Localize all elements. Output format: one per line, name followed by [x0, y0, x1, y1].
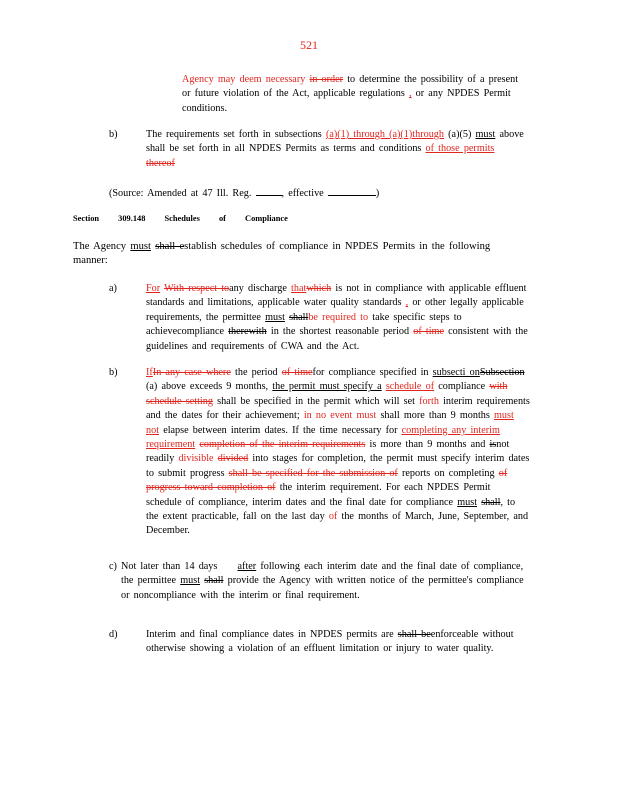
source-note: [109, 185, 449, 201]
deleted-text: In any case where: [152, 367, 231, 378]
source-text: ): [375, 188, 380, 199]
inserted-text: that: [291, 283, 307, 294]
body-text: , to the extent practicable, fall on the last day: [146, 496, 516, 523]
struck-text: following each interim date and the final date of compliance, the permittee: [121, 561, 524, 587]
struck-text: shall be: [397, 629, 431, 640]
struck-text: shall: [481, 496, 501, 508]
underlined-text: the permit must specify a: [272, 381, 382, 393]
body-text: Not later than 14 days: [121, 561, 218, 572]
struck-text: shall: [289, 311, 309, 323]
struck-text: Subsection: [479, 367, 525, 378]
inserted-text: of: [328, 511, 338, 523]
source-text: (Source: Amended at 47 Ill. Reg.: [109, 188, 252, 199]
item-label-d: d): [109, 629, 118, 640]
body-text: interim requirements and the dates for their achievement;: [146, 395, 530, 422]
deleted-text: which: [306, 283, 332, 294]
inserted-text: of those permits: [425, 143, 495, 155]
underlined-text: must: [265, 311, 285, 323]
paragraph-c: [121, 560, 531, 603]
blank-line: [328, 185, 376, 196]
paragraph-b: [146, 128, 524, 171]
deleted-text: thereof: [146, 157, 175, 169]
body-text: the months of March, June, September, and December.: [146, 511, 529, 537]
body-text: is not in compliance with applicable effluent standards and limitations, applicable water quality standards: [146, 283, 527, 309]
inserted-text: If: [146, 367, 153, 378]
underlined-text: subsecti on: [432, 367, 480, 378]
inserted-text: For: [146, 283, 161, 294]
section-title: of: [218, 214, 226, 223]
section-id: 309.148: [118, 214, 146, 223]
deleted-text: divided: [217, 453, 249, 465]
page-number: 521: [300, 38, 318, 52]
body-text: not readily: [146, 439, 510, 465]
deleted-text: of time: [413, 326, 444, 338]
deleted-text: completion of the interim requirements: [199, 439, 366, 451]
inserted-text: must not: [146, 410, 514, 436]
item-label-b: b): [109, 129, 118, 140]
continuation-paragraph: [182, 73, 520, 116]
inserted-text: completing any interim requirement: [146, 424, 500, 451]
underlined-text: must: [130, 241, 151, 252]
paragraph-a: [146, 282, 530, 354]
inserted-text: in no event must: [303, 410, 377, 422]
item-label-a: a): [109, 283, 117, 294]
inserted-text: forth: [419, 395, 439, 407]
body-text: For each NPDES Permit schedule of compliance, interim dates and the final date for compliance: [146, 482, 491, 508]
inserted-text: be required to: [308, 311, 369, 323]
section-title: Compliance: [245, 214, 288, 223]
deleted-text: of progress toward completion of: [146, 467, 508, 494]
inserted-text: schedule of: [385, 381, 435, 393]
underlined-text: must: [457, 496, 478, 508]
paragraph-d: [146, 628, 534, 657]
body-text: compliance: [177, 326, 225, 338]
inserted-text: ,: [408, 88, 412, 100]
body-text: enforceable without otherwise showing a violation of an effluent limitation or injury to water quality.: [146, 629, 514, 655]
paragraph-b2: [146, 366, 530, 539]
inserted-text: Agency may deem necessary: [182, 74, 306, 85]
body-text: Interim and final compliance dates in NPDES permits are: [146, 629, 394, 640]
body-text: The requirements set forth in subsections: [146, 129, 322, 140]
body-text: or other legally applicable requirements, the permittee: [146, 297, 524, 323]
blank-line: [256, 185, 282, 196]
struck-text: shall e: [155, 241, 185, 252]
body-text: elapse between interim dates. If the time necessary for: [163, 424, 398, 436]
body-text: The Agency: [73, 241, 127, 252]
deleted-text: shall be specified for the submission of: [228, 467, 398, 479]
underlined-text: must: [475, 129, 496, 140]
inserted-text: divisible: [178, 453, 214, 465]
body-text: or any NPDES Permit conditions.: [182, 88, 511, 114]
body-text: (a) above exceeds 9 months,: [146, 381, 269, 393]
body-text: any discharge: [229, 283, 287, 294]
body-text: stablish schedules of compliance in NPDES Permits in the following manner:: [73, 241, 491, 267]
body-text: in the shortest reasonable period: [270, 326, 410, 338]
body-text: provide the Agency with written notice of the permittee's compliance or noncompliance with the interim or final requirement.: [121, 575, 524, 601]
deleted-text: with schedule setting: [146, 381, 508, 407]
section-heading: [73, 214, 304, 223]
struck-text: shall: [204, 575, 224, 587]
body-text: shall be specified in the permit which will set: [217, 395, 415, 407]
inserted-text: (a)(1) through (a)(1)through: [325, 129, 444, 140]
body-text: reports on completing: [401, 467, 495, 479]
item-label-b2: b): [109, 367, 118, 378]
body-text: for compliance specified in: [312, 367, 429, 378]
underlined-text: after: [237, 561, 257, 572]
body-text: above shall be set forth in all NPDES Permits as terms and conditions: [146, 129, 524, 155]
item-label-c: c): [109, 561, 117, 572]
deleted-text: of time: [281, 367, 313, 378]
struck-text: therewith: [228, 326, 267, 338]
deleted-text: in order: [309, 74, 344, 85]
source-text: , effective: [281, 188, 324, 199]
body-text: compliance: [438, 381, 486, 393]
body-text: the period: [235, 367, 278, 378]
section-title: Schedules: [164, 214, 200, 223]
deleted-text: With respect to: [164, 283, 230, 294]
body-text: shall more than 9 months: [380, 410, 490, 422]
body-text: to determine the possibility of a present or future violation of the Act, applicable regulations: [182, 74, 519, 100]
body-text: is more than 9 months and: [369, 439, 486, 451]
body-text: the interim requirement.: [279, 482, 382, 494]
body-text: take specific steps to achieve: [146, 311, 462, 338]
body-text: consistent with the guidelines and requirements of CWA and the Act.: [146, 326, 528, 352]
body-text: (a)(5): [448, 129, 472, 140]
body-text: into stages for completion, the permit must specify interim dates to submit progress: [146, 453, 530, 479]
inserted-text: ,: [405, 297, 409, 309]
struck-text: is: [489, 439, 497, 451]
section-word: Section: [73, 214, 100, 223]
intro-paragraph: [73, 240, 518, 269]
underlined-text: must: [180, 575, 201, 587]
